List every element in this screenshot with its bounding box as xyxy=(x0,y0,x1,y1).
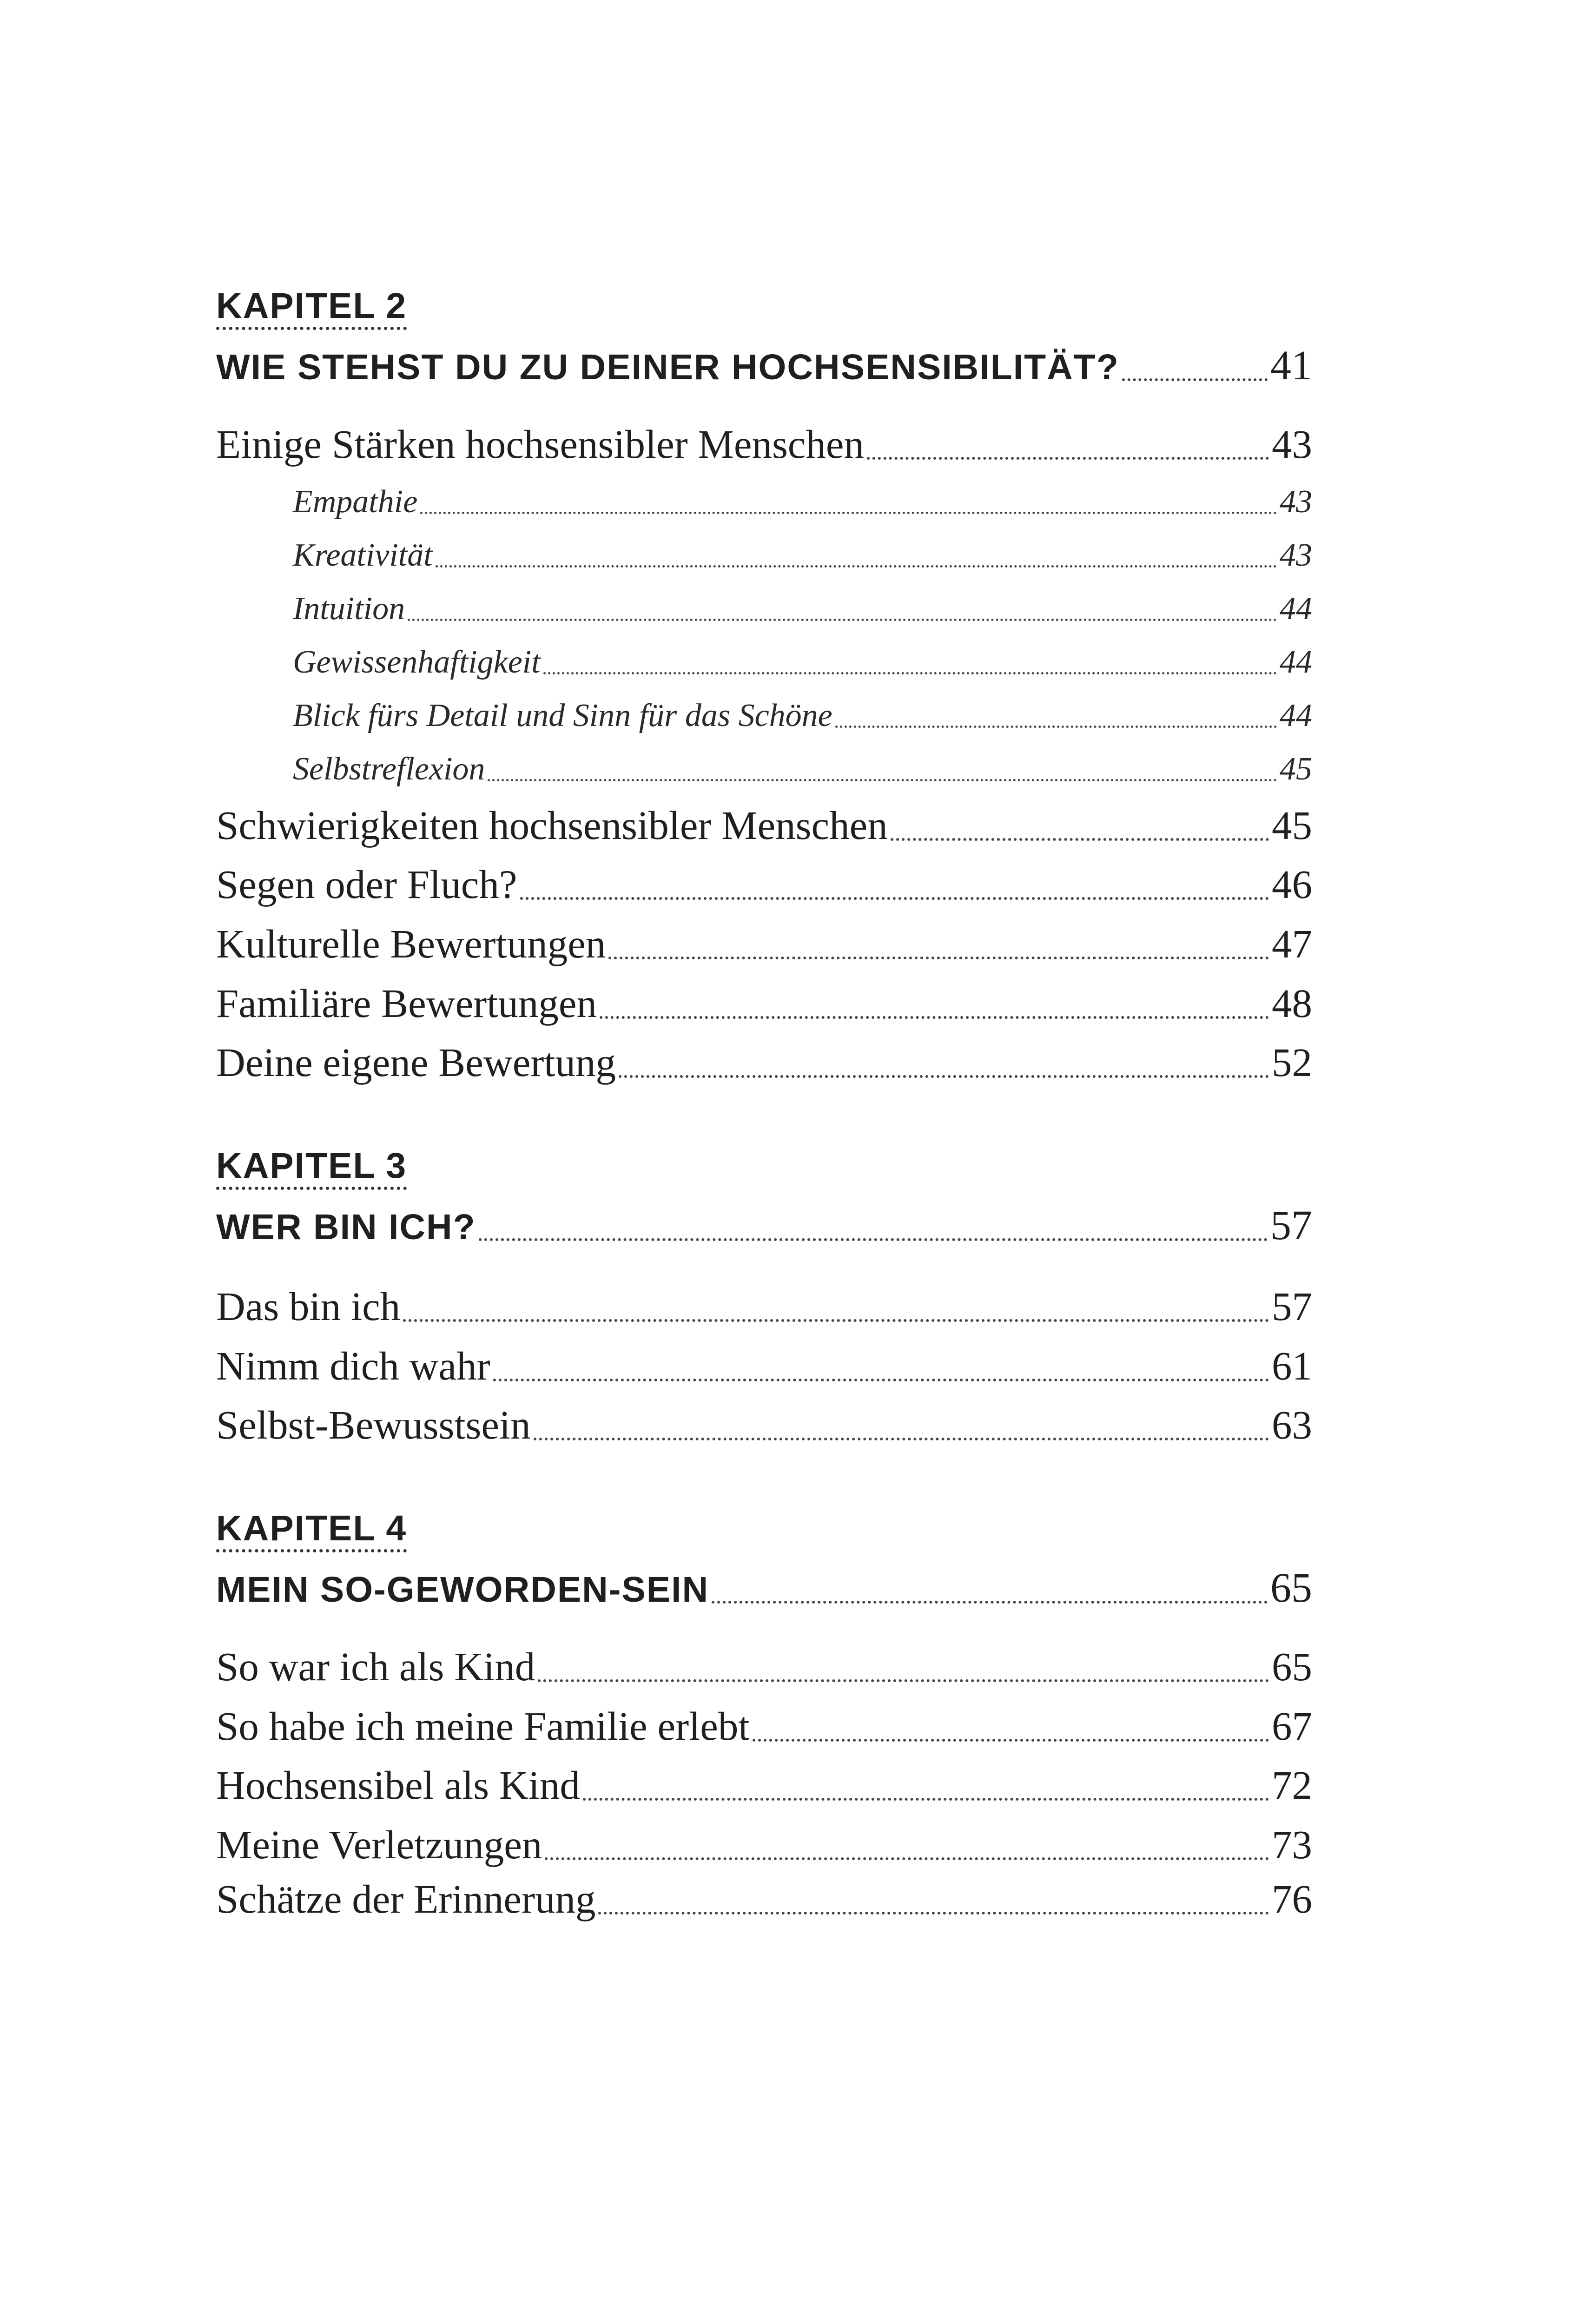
entry-title: Kreativität xyxy=(293,537,433,573)
toc-entry[interactable] xyxy=(216,1821,1312,1868)
page-number: 44 xyxy=(1280,591,1312,627)
entry-title: So war ich als Kind xyxy=(216,1644,535,1689)
entry-title: Segen oder Fluch? xyxy=(216,862,517,907)
chapter-heading: MEIN SO-GEWORDEN-SEIN xyxy=(216,1570,709,1610)
page-number: 46 xyxy=(1272,862,1312,907)
chapter-heading-row[interactable] xyxy=(216,342,1312,390)
entry-title: Das bin ich xyxy=(216,1284,401,1329)
toc-entry[interactable] xyxy=(216,980,1312,1027)
chapter-heading: WER BIN ICH? xyxy=(216,1207,476,1247)
dot-leader xyxy=(479,1238,1268,1241)
chapter-label: KAPITEL 4 xyxy=(216,1511,407,1552)
toc-subentry[interactable] xyxy=(293,537,1312,574)
toc-subentry[interactable] xyxy=(293,483,1312,521)
entry-title: Selbstreflexion xyxy=(293,751,485,787)
entry-title: Schätze der Erinnerung xyxy=(216,1876,596,1921)
dot-leader xyxy=(436,565,1277,568)
chapter-heading-row[interactable] xyxy=(216,1564,1312,1612)
page-number: 76 xyxy=(1272,1876,1312,1921)
dot-leader xyxy=(488,779,1277,781)
dot-leader xyxy=(420,512,1277,514)
entry-title: Intuition xyxy=(293,591,405,627)
toc-subentry[interactable] xyxy=(293,644,1312,681)
toc-entry[interactable] xyxy=(216,920,1312,967)
dot-leader xyxy=(520,897,1269,900)
toc-entry[interactable] xyxy=(216,1283,1312,1330)
dot-leader xyxy=(408,619,1277,621)
dot-leader xyxy=(543,672,1277,674)
toc-entry[interactable] xyxy=(216,1342,1312,1389)
entry-title: Gewissenhaftigkeit xyxy=(293,644,541,680)
chapter-label: KAPITEL 2 xyxy=(216,288,407,330)
dot-leader xyxy=(598,1912,1269,1915)
dot-leader xyxy=(534,1438,1269,1440)
page-number: 43 xyxy=(1280,537,1312,573)
toc-entry[interactable] xyxy=(216,1875,1312,1922)
page-number: 45 xyxy=(1280,751,1312,787)
page-number: 52 xyxy=(1272,1040,1312,1085)
dot-leader xyxy=(867,457,1269,460)
toc-entry[interactable] xyxy=(216,1762,1312,1809)
toc-entry[interactable] xyxy=(216,802,1312,849)
toc-entry[interactable] xyxy=(216,1039,1312,1086)
toc-entry[interactable] xyxy=(216,1703,1312,1750)
dot-leader xyxy=(712,1601,1268,1604)
entry-title: So habe ich meine Familie erlebt xyxy=(216,1703,750,1749)
dot-leader xyxy=(583,1798,1269,1801)
entry-title: Familiäre Bewertungen xyxy=(216,981,597,1026)
page-number: 65 xyxy=(1272,1644,1312,1689)
dot-leader xyxy=(891,838,1269,841)
toc-entry[interactable] xyxy=(216,421,1312,468)
page-number: 57 xyxy=(1272,1284,1312,1329)
dot-leader xyxy=(600,1016,1269,1019)
entry-title: Selbst-Bewusstsein xyxy=(216,1402,531,1447)
entry-title: Einige Stärken hochsensibler Menschen xyxy=(216,422,865,467)
page-number: 67 xyxy=(1272,1703,1312,1749)
chapter-heading-row[interactable] xyxy=(216,1202,1312,1249)
page-number: 45 xyxy=(1272,803,1312,848)
page-number: 43 xyxy=(1272,422,1312,467)
dot-leader xyxy=(1122,378,1268,381)
page-number: 65 xyxy=(1270,1565,1312,1611)
chapter-heading: WIE STEHST DU ZU DEINER HOCHSENSIBILITÄT? xyxy=(216,347,1119,387)
toc-subentry[interactable] xyxy=(293,751,1312,788)
toc-entry[interactable] xyxy=(216,1643,1312,1690)
toc-subentry[interactable] xyxy=(293,697,1312,734)
dot-leader xyxy=(608,957,1269,959)
dot-leader xyxy=(493,1379,1269,1381)
entry-title: Hochsensibel als Kind xyxy=(216,1763,580,1808)
page-number: 63 xyxy=(1272,1402,1312,1447)
entry-title: Empathie xyxy=(293,484,418,520)
page-number: 73 xyxy=(1272,1822,1312,1867)
dot-leader xyxy=(835,726,1277,728)
toc-subentry[interactable] xyxy=(293,590,1312,627)
dot-leader xyxy=(753,1739,1269,1742)
page-number: 43 xyxy=(1280,484,1312,520)
dot-leader xyxy=(538,1679,1269,1682)
entry-title: Meine Verletzungen xyxy=(216,1822,542,1867)
chapter-label: KAPITEL 3 xyxy=(216,1148,407,1190)
entry-title: Nimm dich wahr xyxy=(216,1343,490,1388)
entry-title: Schwierigkeiten hochsensibler Menschen xyxy=(216,803,888,848)
dot-leader xyxy=(545,1857,1269,1860)
page-number: 72 xyxy=(1272,1763,1312,1808)
entry-title: Blick fürs Detail und Sinn für das Schöne xyxy=(293,698,832,733)
page-number: 44 xyxy=(1280,644,1312,680)
entry-title: Deine eigene Bewertung xyxy=(216,1040,616,1085)
page-number: 41 xyxy=(1270,343,1312,389)
page-number: 48 xyxy=(1272,981,1312,1026)
dot-leader xyxy=(619,1075,1269,1078)
dot-leader xyxy=(403,1319,1269,1322)
toc-entry[interactable] xyxy=(216,861,1312,908)
entry-title: Kulturelle Bewertungen xyxy=(216,921,606,966)
page-number: 57 xyxy=(1270,1202,1312,1248)
page-number: 44 xyxy=(1280,698,1312,733)
page-number: 61 xyxy=(1272,1343,1312,1388)
page-number: 47 xyxy=(1272,921,1312,966)
toc-entry[interactable] xyxy=(216,1401,1312,1448)
